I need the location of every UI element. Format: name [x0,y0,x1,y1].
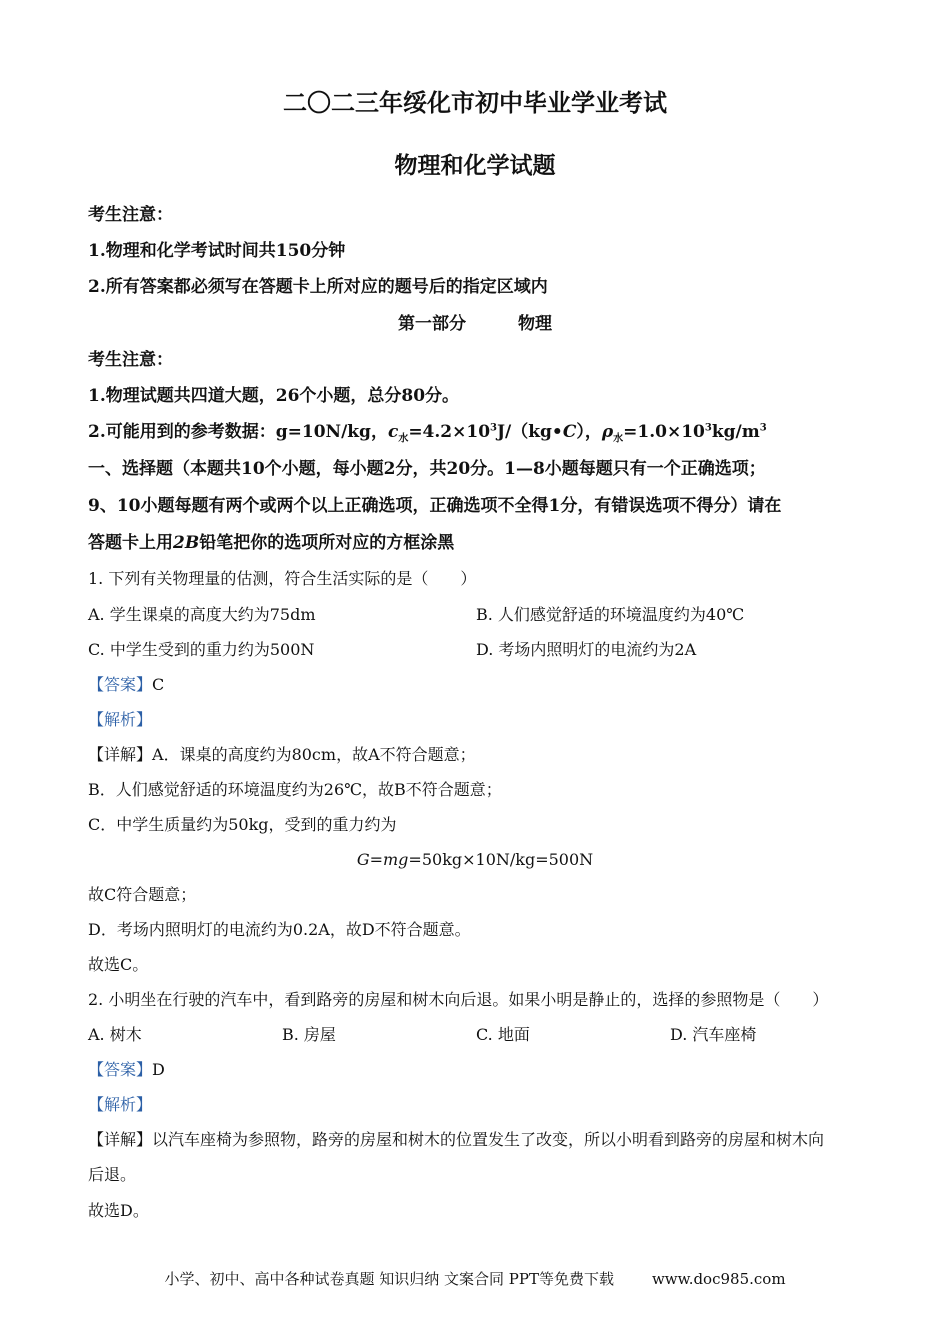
detail-text: C．中学生质量约为50kg，受到的重力约为 [88,815,397,834]
exam-title: 二〇二三年绥化市初中毕业学业考试 [283,88,667,117]
answer-value: D [152,1060,165,1079]
part-heading [0,314,950,334]
detail-text: 【详解】A．课桌的高度约为80cm，故A不符合题意； [88,745,476,764]
option-a: A. 学生课桌的高度大约为75dm [88,605,316,624]
section-heading: 一、选择题（本题共10个小题，每小题2分，共20分。1—8小题每题只有一个正确选项； [88,459,766,479]
option-b: B. 人们感觉舒适的环境温度约为40℃ [476,605,745,624]
detail-text: 后退。 [88,1165,137,1184]
option-a: A. 树木 [88,1025,142,1044]
detail-tag: 【详解】 [88,1130,153,1149]
page-footer [0,1269,950,1289]
answer-tag: 【答案】 [88,1060,153,1079]
answer-tag: 【答案】 [88,675,153,694]
detail-text: 故C符合题意； [88,885,197,904]
conclusion: 故选C。 [88,955,149,974]
exam-subtitle: 物理和化学试题 [394,152,556,179]
part-name: 物理 [518,314,552,334]
formula: G=mg=50kg×10N/kg=500N [356,850,594,869]
section-heading: 9、10小题每题有两个或两个以上正确选项，正确选项不全得1分，有错误选项不得分）请在 [88,496,782,516]
detail-tag: 【详解】 [88,745,153,764]
option-c: C. 地面 [476,1025,530,1044]
reference-data: 2.可能用到的参考数据：g=10N/kg，$c_水=4.2\times 10^3J/(kg•C)$，$\rho_水=1.0\times 10^3kg/m^3$ [88,422,767,445]
notice-heading: 考生注意： [88,350,173,370]
analysis-tag: 【解析】 [88,1095,153,1114]
analysis-tag: 【解析】 [88,710,153,729]
option-b: B. 房屋 [282,1025,336,1044]
part-label: 第一部分 [398,314,466,334]
option-c: C. 中学生受到的重力约为500N [88,640,315,659]
notice-heading: 考生注意： [88,205,173,225]
answer [88,675,870,695]
option-d: D. 考场内照明灯的电流约为2A [476,640,697,659]
detail-text: 【详解】以汽车座椅为参照物，路旁的房屋和树木的位置发生了改变，所以小明看到路旁的房屋和树木向 [88,1130,825,1149]
notice-item: 2.所有答案都必须写在答题卡上所对应的题号后的指定区域内 [88,277,548,297]
option-d: D. 汽车座椅 [670,1025,757,1044]
conclusion: 故选D。 [88,1201,149,1220]
section-heading: 答题卡上用2B铅笔把你的选项所对应的方框涂黑 [88,533,455,553]
question-stem: 1. 下列有关物理量的估测，符合生活实际的是（ ） [88,569,477,588]
footer-text: 小学、初中、高中各种试卷真题 知识归纳 文案合同 PPT等免费下载 [164,1270,614,1288]
notice-item: 1.物理试题共四道大题，26个小题，总分80分。 [88,386,460,406]
detail-text: D．考场内照明灯的电流约为0.2A，故D不符合题意。 [88,920,471,939]
question-stem: 2. 小明坐在行驶的汽车中，看到路旁的房屋和树木向后退。如果小明是静止的，选择的参照物是（ ） [88,990,829,1009]
notice-item: 1.物理和化学考试时间共150分钟 [88,241,346,261]
answer [88,1060,870,1080]
answer-value: C [152,675,165,694]
detail-text: B．人们感觉舒适的环境温度约为26℃，故B不符合题意； [88,780,502,799]
footer-link[interactable]: www.doc985.com [651,1270,786,1288]
